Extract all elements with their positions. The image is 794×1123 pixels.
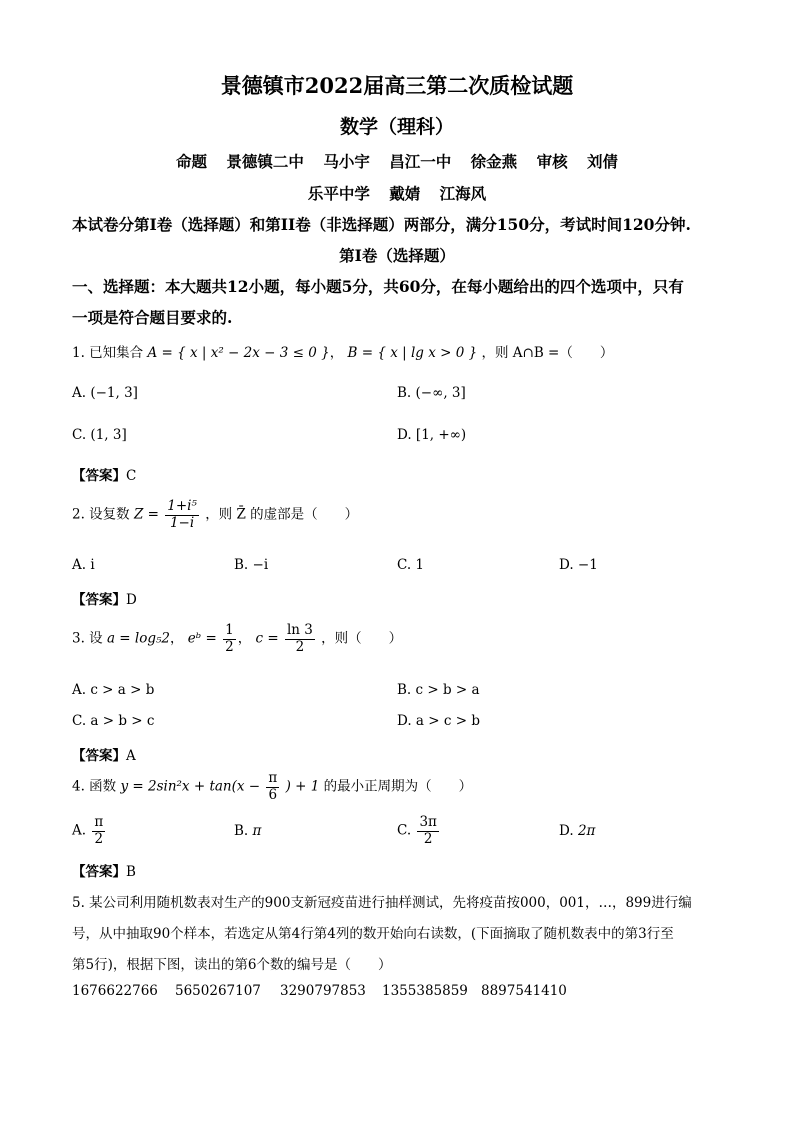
question-4-stem xyxy=(72,771,472,803)
fraction-denominator: 2 xyxy=(94,830,104,847)
pi-over-six-fraction xyxy=(266,771,279,803)
question-1-answer xyxy=(72,464,136,484)
answer-value: B xyxy=(126,864,136,880)
c-expression: c = xyxy=(255,630,279,647)
author-item: 审核 xyxy=(536,152,568,171)
question-3-stem: 3. 设 a = log₅2， eᵇ = $\frac{1}{2}$ ， c = $\frac{\ln 3}{2}$ ，则（ ） xyxy=(72,622,403,655)
set-b-expression: B = { x | lg x > 0 } xyxy=(347,345,478,361)
b-expression: eᵇ = xyxy=(187,630,217,647)
exam-intro: 本试卷分第I卷（选择题）和第II卷（非选择题）两部分，满分150分，考试时间120分钟. xyxy=(72,215,691,234)
question-1-prefix: 1. 已知集合 xyxy=(72,345,144,361)
author-item: 刘倩 xyxy=(587,152,619,171)
question-1-option-d: D. [1, +∞) xyxy=(397,427,467,443)
question-3-option-a: A. c > a > b xyxy=(72,682,155,698)
question-5-line-1: 5. 某公司利用随机数表对生产的900支新冠疫苗进行抽样测试，先将疫苗按000，001，…，899进行编 xyxy=(72,895,692,911)
author-item: 命题 xyxy=(175,152,207,171)
random-number-group: 1355385859 xyxy=(382,983,468,999)
question-4-option-c xyxy=(397,815,441,847)
random-number-group: 1676622766 xyxy=(72,983,158,999)
question-4-prefix: 4. 函数 xyxy=(72,778,117,795)
option-value: 2π xyxy=(577,823,596,839)
question-2-stem xyxy=(72,499,358,531)
random-number-group: 3290797853 xyxy=(280,983,366,999)
author-item: 戴婧 xyxy=(389,184,421,203)
fraction-numerator: 1+i⁵ xyxy=(167,498,197,514)
answer-label: 【答案】 xyxy=(72,592,126,608)
fraction-numerator: π xyxy=(94,814,104,830)
option-label: C. xyxy=(397,822,412,839)
answer-label: 【答案】 xyxy=(72,468,126,484)
question-2-option-c: C. 1 xyxy=(397,557,425,573)
question-2-option-a: A. i xyxy=(72,557,95,573)
fraction-denominator: 6 xyxy=(268,786,278,803)
question-3-option-d: D. a > c > b xyxy=(397,713,480,729)
section-heading-line-1: 一、选择题：本大题共12小题，每小题5分，共60分，在每小题给出的四个选项中，只有 xyxy=(72,277,684,296)
function-expression-start: y = 2sin²x + tan(x − xyxy=(120,778,261,795)
option-fraction xyxy=(417,815,438,847)
question-1-suffix: ，则 A∩B =（ ） xyxy=(481,345,614,361)
question-4-suffix: 的最小正周期为（ ） xyxy=(323,778,473,795)
option-label: D. xyxy=(559,823,574,839)
option-label: A. xyxy=(72,822,87,839)
subject-title: 数学（理科） xyxy=(339,116,454,138)
author-item: 昌江一中 xyxy=(389,152,452,171)
fraction-denominator: 2 xyxy=(295,638,305,655)
answer-label: 【答案】 xyxy=(72,748,126,764)
question-3-option-b: B. c > b > a xyxy=(397,682,480,698)
fraction-numerator: ln 3 xyxy=(286,622,313,638)
author-item: 乐平中学 xyxy=(307,184,370,203)
author-item: 景德镇二中 xyxy=(226,152,304,171)
question-1-option-b: B. (−∞, 3] xyxy=(397,385,466,401)
authors-line-1 xyxy=(0,150,794,172)
fraction-numerator: π xyxy=(268,770,278,786)
random-number-group: 5650267107 xyxy=(175,983,261,999)
section-heading-line-2: 一项是符合题目要求的. xyxy=(72,308,233,327)
question-2-option-b: B. −i xyxy=(234,557,269,573)
complex-fraction xyxy=(165,499,199,531)
option-fraction xyxy=(92,815,105,847)
question-3-answer xyxy=(72,744,136,764)
author-item: 马小宇 xyxy=(323,152,370,171)
fraction-numerator: 1 xyxy=(225,622,234,638)
a-expression: a = log₅2 xyxy=(106,630,170,647)
set-a-expression: A = { x | x² − 2x − 3 ≤ 0 } xyxy=(147,345,330,361)
option-label: B. xyxy=(234,823,249,839)
question-3-suffix: ，则（ ） xyxy=(321,630,403,647)
question-2-prefix: 2. 设复数 xyxy=(72,506,130,523)
exam-title: 景德镇市2022届高三第二次质检试题 xyxy=(220,73,574,98)
question-1-option-c: C. (1, 3] xyxy=(72,427,127,443)
author-item: 江海风 xyxy=(439,184,487,203)
author-item: 徐金燕 xyxy=(470,152,518,171)
fraction-numerator: 3π xyxy=(419,814,437,830)
question-2-answer xyxy=(72,588,137,608)
answer-value: D xyxy=(126,592,137,608)
question-5-line-2: 号，从中抽取90个样本，若选定从第4行第4列的数开始向右读数，(下面摘取了随机数表中的第3行至 xyxy=(72,926,674,942)
function-expression-end: ) + 1 xyxy=(285,778,320,795)
fraction-denominator: 2 xyxy=(225,638,234,655)
question-4-option-a xyxy=(72,815,107,847)
option-value: π xyxy=(252,823,262,839)
question-4-answer xyxy=(72,860,136,880)
answer-value: C xyxy=(126,468,137,484)
authors-line-2 xyxy=(0,182,794,204)
fraction-denominator: 2 xyxy=(423,830,433,847)
z-variable: Z = xyxy=(133,506,159,523)
question-3-option-c: C. a > b > c xyxy=(72,713,155,729)
answer-label: 【答案】 xyxy=(72,864,126,880)
fraction-denominator: 1−i xyxy=(169,514,195,531)
question-2-suffix: ，则 Z̄ 的虚部是（ ） xyxy=(205,506,359,523)
question-1-option-a: A. (−1, 3] xyxy=(72,385,138,401)
question-3-prefix: 3. 设 xyxy=(72,630,103,647)
part-title: 第I卷（选择题） xyxy=(339,246,455,265)
question-1-stem: 1. 已知集合 A = { x | x² − 2x − 3 ≤ 0 }， B = { x | lg x > 0 } ，则 A∩B =（ ） xyxy=(72,345,614,361)
question-5-line-3: 第5行)，根据下图，读出的第6个数的编号是（ ） xyxy=(72,957,392,973)
b-fraction xyxy=(223,623,236,655)
question-2-option-d: D. −1 xyxy=(559,557,598,573)
question-4-option-d xyxy=(559,823,595,839)
question-4-option-b xyxy=(234,823,261,839)
random-number-group: 8897541410 xyxy=(481,983,567,999)
c-fraction xyxy=(285,623,315,655)
answer-value: A xyxy=(126,748,136,764)
